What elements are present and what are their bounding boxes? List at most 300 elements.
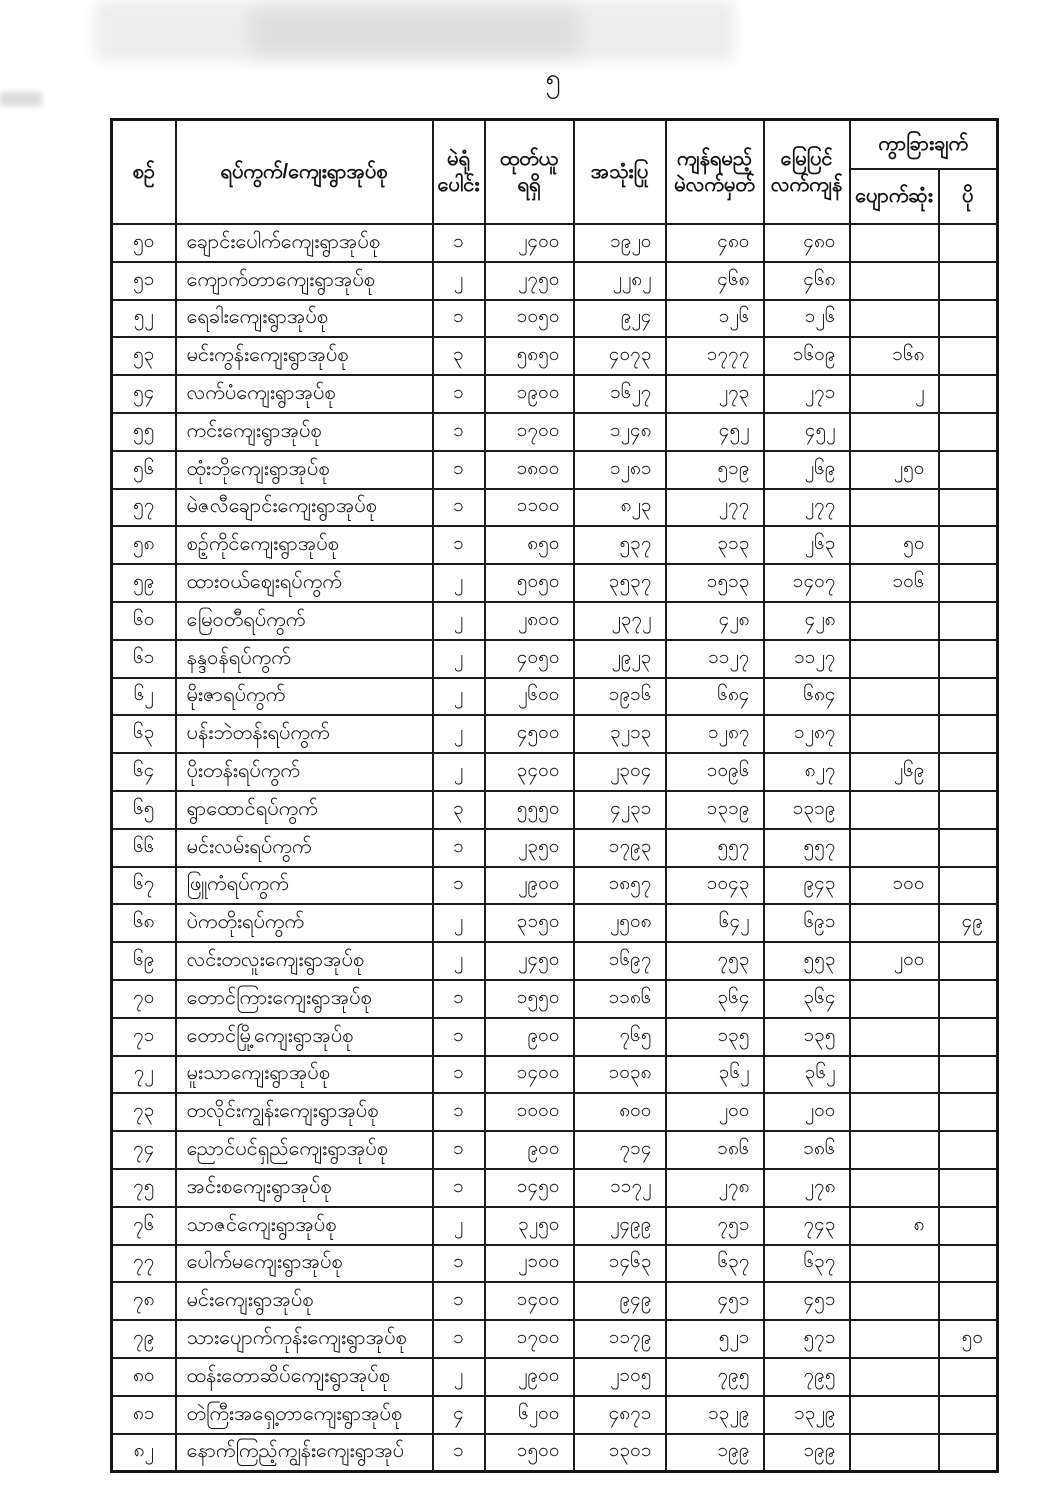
header-ward-village: ရပ်ကွက်/ကျေးရွာအုပ်စု xyxy=(176,120,433,225)
cell-received: ၄၅၀၀ xyxy=(485,715,574,753)
cell-remaining: ၅၂၁ xyxy=(666,1320,764,1358)
cell-extra xyxy=(939,640,998,678)
cell-no: ၇၃ xyxy=(112,1093,176,1131)
table-row xyxy=(112,375,998,413)
cell-extra xyxy=(939,1282,998,1320)
cell-extra xyxy=(939,753,998,791)
cell-received: ၂၄၀၀ xyxy=(485,224,574,262)
cell-ground: ၁၃၁၉ xyxy=(764,791,850,829)
cell-ground: ၅၇၁ xyxy=(764,1320,850,1358)
cell-lost xyxy=(850,791,939,829)
cell-received: ၂၉၀၀ xyxy=(485,867,574,905)
cell-extra xyxy=(939,1169,998,1207)
cell-no: ၅၀ xyxy=(112,224,176,262)
cell-name: လက်ပံကျေးရွာအုပ်စု xyxy=(176,375,433,413)
cell-name: ရေခါးကျေးရွာအုပ်စု xyxy=(176,300,433,338)
header-received-line2: ရရှိ xyxy=(517,174,541,196)
cell-name: မင်းကျေးရွာအုပ်စု xyxy=(176,1282,433,1320)
table-row xyxy=(112,829,998,867)
cell-no: ၅၈ xyxy=(112,526,176,564)
cell-used: ၉၂၄ xyxy=(574,300,666,338)
cell-extra xyxy=(939,1056,998,1094)
cell-remaining: ၄၂၈ xyxy=(666,602,764,640)
cell-used: ၁၁၇၉ xyxy=(574,1320,666,1358)
cell-remaining: ၁၇၇၇ xyxy=(666,337,764,375)
header-polling-stations-line2: ပေါင်း xyxy=(437,174,480,196)
cell-stations: ၂ xyxy=(433,564,485,602)
cell-stations: ၂ xyxy=(433,262,485,300)
cell-received: ၄၀၅၀ xyxy=(485,640,574,678)
cell-stations: ၁ xyxy=(433,1282,485,1320)
cell-name: ကင်းကျေးရွာအုပ်စု xyxy=(176,413,433,451)
header-ground-balance xyxy=(764,120,850,225)
cell-used: ၄၀၇၃ xyxy=(574,337,666,375)
cell-lost xyxy=(850,829,939,867)
cell-lost: ၂ xyxy=(850,375,939,413)
cell-name: ဖြူကံရပ်ကွက် xyxy=(176,867,433,905)
cell-name: မဲဇလီချောင်းကျေးရွာအုပ်စု xyxy=(176,489,433,527)
cell-extra xyxy=(939,678,998,716)
cell-stations: ၂ xyxy=(433,715,485,753)
cell-remaining: ၂၇၇ xyxy=(666,489,764,527)
cell-lost xyxy=(850,1018,939,1056)
cell-extra xyxy=(939,867,998,905)
page-number: ၅ xyxy=(545,63,561,93)
cell-no: ၅၃ xyxy=(112,337,176,375)
cell-remaining: ၂၇၃ xyxy=(666,375,764,413)
table-row xyxy=(112,980,998,1018)
cell-received: ၆၂၀၀ xyxy=(485,1396,574,1434)
cell-name: သာဇင်ကျေးရွာအုပ်စု xyxy=(176,1207,433,1245)
cell-name: ထားဝယ်ဈေးရပ်ကွက် xyxy=(176,564,433,602)
cell-lost xyxy=(850,1434,939,1472)
cell-received: ၃၄၀၀ xyxy=(485,753,574,791)
cell-stations: ၁ xyxy=(433,526,485,564)
cell-remaining: ၄၈၀ xyxy=(666,224,764,262)
cell-stations: ၂ xyxy=(433,678,485,716)
cell-used: ၂၉၂၃ xyxy=(574,640,666,678)
cell-lost: ၁၀၆ xyxy=(850,564,939,602)
header-received-line1: ထုတ်ယူ xyxy=(499,148,559,170)
cell-lost xyxy=(850,1320,939,1358)
cell-name: ကျောက်တာကျေးရွာအုပ်စု xyxy=(176,262,433,300)
table-row xyxy=(112,564,998,602)
cell-no: ၈၁ xyxy=(112,1396,176,1434)
cell-remaining: ၁၃၁၉ xyxy=(666,791,764,829)
cell-used: ၈၀၀ xyxy=(574,1093,666,1131)
cell-no: ၆၇ xyxy=(112,867,176,905)
table-row xyxy=(112,413,998,451)
table-row xyxy=(112,1282,998,1320)
cell-ground: ၁၃၅ xyxy=(764,1018,850,1056)
table-row xyxy=(112,1056,998,1094)
cell-stations: ၁ xyxy=(433,1320,485,1358)
cell-name: မင်းလမ်းရပ်ကွက် xyxy=(176,829,433,867)
cell-ground: ၆၃၇ xyxy=(764,1245,850,1283)
cell-received: ၅၀၅၀ xyxy=(485,564,574,602)
header-used: အသုံးပြု xyxy=(574,120,666,225)
cell-name: မူးသာကျေးရွာအုပ်စု xyxy=(176,1056,433,1094)
cell-remaining: ၃၆၄ xyxy=(666,980,764,1018)
cell-used: ၂၄၉၉ xyxy=(574,1207,666,1245)
cell-no: ၈၀ xyxy=(112,1358,176,1396)
cell-used: ၁၈၅၇ xyxy=(574,867,666,905)
cell-no: ၈၂ xyxy=(112,1434,176,1472)
cell-received: ၅၅၅၀ xyxy=(485,791,574,829)
cell-name: ပဲကတိုးရပ်ကွက် xyxy=(176,904,433,942)
cell-no: ၅၄ xyxy=(112,375,176,413)
cell-no: ၅၁ xyxy=(112,262,176,300)
cell-stations: ၁ xyxy=(433,300,485,338)
scan-smudge-artifact xyxy=(250,8,580,56)
cell-remaining: ၅၅၇ xyxy=(666,829,764,867)
cell-lost xyxy=(850,678,939,716)
cell-lost xyxy=(850,1093,939,1131)
cell-ground: ၁၂၆ xyxy=(764,300,850,338)
cell-stations: ၁ xyxy=(433,1245,485,1283)
cell-ground: ၃၆၂ xyxy=(764,1056,850,1094)
cell-extra xyxy=(939,1245,998,1283)
cell-name: ညောင်ပင်ရှည်ကျေးရွာအုပ်စု xyxy=(176,1131,433,1169)
cell-no: ၇၀ xyxy=(112,980,176,1018)
table-row xyxy=(112,1358,998,1396)
cell-name: လင်းတလူးကျေးရွာအုပ်စု xyxy=(176,942,433,980)
cell-extra xyxy=(939,375,998,413)
cell-no: ၅၂ xyxy=(112,300,176,338)
cell-stations: ၁ xyxy=(433,1434,485,1472)
cell-used: ၁၆၂၇ xyxy=(574,375,666,413)
cell-received: ၁၅၀၀ xyxy=(485,1434,574,1472)
cell-received: ၁၄၀၀ xyxy=(485,1282,574,1320)
cell-used: ၁၇၉၃ xyxy=(574,829,666,867)
cell-lost xyxy=(850,1282,939,1320)
cell-remaining: ၆၃၇ xyxy=(666,1245,764,1283)
cell-used: ၉၄၉ xyxy=(574,1282,666,1320)
cell-extra xyxy=(939,1434,998,1472)
cell-used: ၁၉၂၀ xyxy=(574,224,666,262)
cell-remaining: ၁၃၂၉ xyxy=(666,1396,764,1434)
cell-received: ၁၄၅၀ xyxy=(485,1169,574,1207)
cell-no: ၆၈ xyxy=(112,904,176,942)
cell-stations: ၁ xyxy=(433,375,485,413)
ballot-accounting-table xyxy=(110,118,999,1473)
cell-extra xyxy=(939,1207,998,1245)
cell-used: ၁၂၄၈ xyxy=(574,413,666,451)
cell-no: ၇၆ xyxy=(112,1207,176,1245)
cell-ground: ၁၃၂၉ xyxy=(764,1396,850,1434)
cell-remaining: ၁၂၆ xyxy=(666,300,764,338)
cell-stations: ၂ xyxy=(433,904,485,942)
cell-ground: ၂၆၉ xyxy=(764,451,850,489)
cell-used: ၁၂၈၁ xyxy=(574,451,666,489)
cell-lost: ၈ xyxy=(850,1207,939,1245)
cell-lost xyxy=(850,413,939,451)
cell-used: ၈၂၃ xyxy=(574,489,666,527)
cell-name: ပန်းဘဲတန်းရပ်ကွက် xyxy=(176,715,433,753)
cell-stations: ၁ xyxy=(433,451,485,489)
cell-stations: ၂ xyxy=(433,1207,485,1245)
cell-name: တောင်မြို့ကျေးရွာအုပ်စု xyxy=(176,1018,433,1056)
cell-no: ၆၃ xyxy=(112,715,176,753)
cell-stations: ၄ xyxy=(433,1396,485,1434)
cell-stations: ၂ xyxy=(433,753,485,791)
table-header xyxy=(112,120,998,225)
cell-lost: ၁၆၈ xyxy=(850,337,939,375)
cell-lost xyxy=(850,224,939,262)
cell-stations: ၃ xyxy=(433,791,485,829)
cell-no: ၆၆ xyxy=(112,829,176,867)
cell-name: ချောင်းပေါက်ကျေးရွာအုပ်စု xyxy=(176,224,433,262)
cell-extra xyxy=(939,1093,998,1131)
cell-used: ၄၂၃၁ xyxy=(574,791,666,829)
cell-used: ၂၅၀၈ xyxy=(574,904,666,942)
table-row xyxy=(112,1396,998,1434)
cell-name: မင်းကွန်းကျေးရွာအုပ်စု xyxy=(176,337,433,375)
cell-extra xyxy=(939,1131,998,1169)
cell-name: မိုးဇာရပ်ကွက် xyxy=(176,678,433,716)
cell-no: ၇၂ xyxy=(112,1056,176,1094)
cell-extra xyxy=(939,337,998,375)
cell-no: ၆၅ xyxy=(112,791,176,829)
cell-remaining: ၆၈၄ xyxy=(666,678,764,716)
cell-stations: ၃ xyxy=(433,337,485,375)
cell-ground: ၁၆၀၉ xyxy=(764,337,850,375)
cell-extra xyxy=(939,300,998,338)
cell-name: တလိုင်းကျွန်းကျေးရွာအုပ်စု xyxy=(176,1093,433,1131)
cell-used: ၁၃၀၁ xyxy=(574,1434,666,1472)
table-row xyxy=(112,526,998,564)
cell-extra xyxy=(939,413,998,451)
cell-received: ၁၀၅၀ xyxy=(485,300,574,338)
header-polling-stations-line1: မဲရုံ xyxy=(447,148,470,170)
cell-used: ၃၅၃၇ xyxy=(574,564,666,602)
cell-received: ၁၅၅၀ xyxy=(485,980,574,1018)
cell-remaining: ၁၀၉၆ xyxy=(666,753,764,791)
cell-lost xyxy=(850,1169,939,1207)
cell-no: ၅၉ xyxy=(112,564,176,602)
header-extra: ပို xyxy=(939,169,998,224)
header-polling-stations xyxy=(433,120,485,225)
cell-no: ၅၇ xyxy=(112,489,176,527)
table-row xyxy=(112,1169,998,1207)
table-row xyxy=(112,451,998,489)
header-no: စဉ် xyxy=(112,120,176,225)
cell-remaining: ၁၁၂၇ xyxy=(666,640,764,678)
header-difference-group: ကွာခြားချက် xyxy=(850,120,998,169)
table-row xyxy=(112,1434,998,1472)
cell-no: ၇၇ xyxy=(112,1245,176,1283)
cell-remaining: ၅၁၉ xyxy=(666,451,764,489)
cell-stations: ၂ xyxy=(433,640,485,678)
cell-ground: ၇၉၅ xyxy=(764,1358,850,1396)
cell-stations: ၁ xyxy=(433,980,485,1018)
cell-stations: ၁ xyxy=(433,1018,485,1056)
cell-used: ၁၁၈၆ xyxy=(574,980,666,1018)
cell-name: နောက်ကြည့်ကျွန်းကျေးရွာအုပ် xyxy=(176,1434,433,1472)
cell-received: ၁၁၀၀ xyxy=(485,489,574,527)
cell-no: ၆၄ xyxy=(112,753,176,791)
cell-lost xyxy=(850,1396,939,1434)
table-row xyxy=(112,904,998,942)
cell-used: ၂၁၀၅ xyxy=(574,1358,666,1396)
cell-stations: ၁ xyxy=(433,1093,485,1131)
cell-received: ၉၀၀ xyxy=(485,1131,574,1169)
table-row xyxy=(112,1131,998,1169)
cell-received: ၁၇၀၀ xyxy=(485,413,574,451)
table-row xyxy=(112,489,998,527)
cell-extra xyxy=(939,224,998,262)
cell-extra xyxy=(939,1018,998,1056)
cell-received: ၃၁၅၀ xyxy=(485,904,574,942)
cell-stations: ၁ xyxy=(433,829,485,867)
cell-received: ၂၇၅၀ xyxy=(485,262,574,300)
cell-extra xyxy=(939,262,998,300)
cell-received: ၂၉၀၀ xyxy=(485,1358,574,1396)
cell-extra xyxy=(939,715,998,753)
cell-lost: ၁၀၀ xyxy=(850,867,939,905)
cell-used: ၁၁၇၂ xyxy=(574,1169,666,1207)
cell-no: ၆၁ xyxy=(112,640,176,678)
cell-ground: ၁၂၈၇ xyxy=(764,715,850,753)
cell-lost xyxy=(850,262,939,300)
cell-received: ၁၉၀၀ xyxy=(485,375,574,413)
cell-remaining: ၇၅၃ xyxy=(666,942,764,980)
cell-extra xyxy=(939,564,998,602)
cell-name: ရွာထောင်ရပ်ကွက် xyxy=(176,791,433,829)
cell-stations: ၂ xyxy=(433,602,485,640)
cell-used: ၂၃၀၄ xyxy=(574,753,666,791)
cell-lost xyxy=(850,1358,939,1396)
cell-remaining: ၄၆၈ xyxy=(666,262,764,300)
cell-ground: ၅၅၇ xyxy=(764,829,850,867)
cell-received: ၂၆၀၀ xyxy=(485,678,574,716)
cell-received: ၁၀၀၀ xyxy=(485,1093,574,1131)
table-row xyxy=(112,224,998,262)
cell-received: ၅၈၅၀ xyxy=(485,337,574,375)
cell-received: ၂၃၅၀ xyxy=(485,829,574,867)
cell-ground: ၆၉၁ xyxy=(764,904,850,942)
cell-used: ၅၃၇ xyxy=(574,526,666,564)
cell-ground: ၄၅၁ xyxy=(764,1282,850,1320)
cell-lost xyxy=(850,1245,939,1283)
cell-remaining: ၇၉၅ xyxy=(666,1358,764,1396)
cell-extra xyxy=(939,942,998,980)
cell-used: ၁၀၃၈ xyxy=(574,1056,666,1094)
table-row xyxy=(112,678,998,716)
cell-received: ၁၇၀၀ xyxy=(485,1320,574,1358)
cell-no: ၇၅ xyxy=(112,1169,176,1207)
cell-name: အင်းစကျေးရွာအုပ်စု xyxy=(176,1169,433,1207)
cell-used: ၁၉၁၆ xyxy=(574,678,666,716)
header-received xyxy=(485,120,574,225)
cell-name: စဉ့်ကိုင်ကျေးရွာအုပ်စု xyxy=(176,526,433,564)
table-row xyxy=(112,942,998,980)
cell-no: ၇၁ xyxy=(112,1018,176,1056)
cell-lost: ၂၆၉ xyxy=(850,753,939,791)
table-row xyxy=(112,1093,998,1131)
cell-lost: ၅၀ xyxy=(850,526,939,564)
cell-no: ၅၅ xyxy=(112,413,176,451)
cell-lost xyxy=(850,1056,939,1094)
cell-name: တောင်ကြားကျေးရွာအုပ်စု xyxy=(176,980,433,1018)
header-lost: ပျောက်ဆုံး xyxy=(850,169,939,224)
cell-received: ၃၂၅၀ xyxy=(485,1207,574,1245)
cell-lost xyxy=(850,640,939,678)
cell-ground: ၈၂၇ xyxy=(764,753,850,791)
cell-name: မြေဝတီရပ်ကွက် xyxy=(176,602,433,640)
table-row xyxy=(112,300,998,338)
cell-used: ၂၃၇၂ xyxy=(574,602,666,640)
cell-name: သားပျောက်ကုန်းကျေးရွာအုပ်စု xyxy=(176,1320,433,1358)
table-row xyxy=(112,753,998,791)
header-remaining-line1: ကျန်ရမည့် xyxy=(676,148,753,170)
cell-name: ထန်းတောဆိပ်ကျေးရွာအုပ်စု xyxy=(176,1358,433,1396)
cell-remaining: ၃၁၃ xyxy=(666,526,764,564)
cell-ground: ၄၆၈ xyxy=(764,262,850,300)
cell-remaining: ၇၅၁ xyxy=(666,1207,764,1245)
cell-ground: ၁၄၀၇ xyxy=(764,564,850,602)
cell-extra: ၅၀ xyxy=(939,1320,998,1358)
cell-received: ၂၁၀၀ xyxy=(485,1245,574,1283)
table-row xyxy=(112,262,998,300)
cell-used: ၄၈၇၁ xyxy=(574,1396,666,1434)
cell-received: ၈၅၀ xyxy=(485,526,574,564)
cell-remaining: ၃၆၂ xyxy=(666,1056,764,1094)
cell-ground: ၄၈၀ xyxy=(764,224,850,262)
cell-ground: ၁၉၉ xyxy=(764,1434,850,1472)
cell-extra xyxy=(939,602,998,640)
cell-ground: ၂၇၇ xyxy=(764,489,850,527)
cell-lost: ၂၀၀ xyxy=(850,942,939,980)
cell-lost xyxy=(850,904,939,942)
cell-remaining: ၂၇၈ xyxy=(666,1169,764,1207)
cell-remaining: ၁၀၄၃ xyxy=(666,867,764,905)
cell-no: ၇၉ xyxy=(112,1320,176,1358)
cell-extra xyxy=(939,829,998,867)
cell-ground: ၅၅၃ xyxy=(764,942,850,980)
cell-received: ၁၄၀၀ xyxy=(485,1056,574,1094)
cell-used: ၁၄၆၃ xyxy=(574,1245,666,1283)
cell-extra xyxy=(939,451,998,489)
cell-stations: ၁ xyxy=(433,1131,485,1169)
cell-lost xyxy=(850,602,939,640)
cell-used: ၇၁၄ xyxy=(574,1131,666,1169)
cell-lost: ၂၅၀ xyxy=(850,451,939,489)
cell-extra xyxy=(939,526,998,564)
cell-stations: ၁ xyxy=(433,1169,485,1207)
scan-mark-artifact xyxy=(0,92,42,106)
cell-ground: ၆၈၄ xyxy=(764,678,850,716)
header-remaining-ballots xyxy=(666,120,764,225)
cell-remaining: ၄၅၁ xyxy=(666,1282,764,1320)
cell-extra xyxy=(939,791,998,829)
cell-lost xyxy=(850,715,939,753)
cell-extra xyxy=(939,980,998,1018)
cell-stations: ၂ xyxy=(433,1358,485,1396)
cell-remaining: ၂၀၀ xyxy=(666,1093,764,1131)
cell-name: ပေါက်မကျေးရွာအုပ်စု xyxy=(176,1245,433,1283)
cell-ground: ၄၅၂ xyxy=(764,413,850,451)
table-row xyxy=(112,337,998,375)
header-remaining-line2: မဲလက်မှတ် xyxy=(674,174,755,196)
cell-received: ၁၈၀၀ xyxy=(485,451,574,489)
cell-used: ၃၂၁၃ xyxy=(574,715,666,753)
table-row xyxy=(112,791,998,829)
cell-ground: ၃၆၄ xyxy=(764,980,850,1018)
cell-extra xyxy=(939,1358,998,1396)
cell-lost xyxy=(850,300,939,338)
cell-ground: ၇၄၃ xyxy=(764,1207,850,1245)
